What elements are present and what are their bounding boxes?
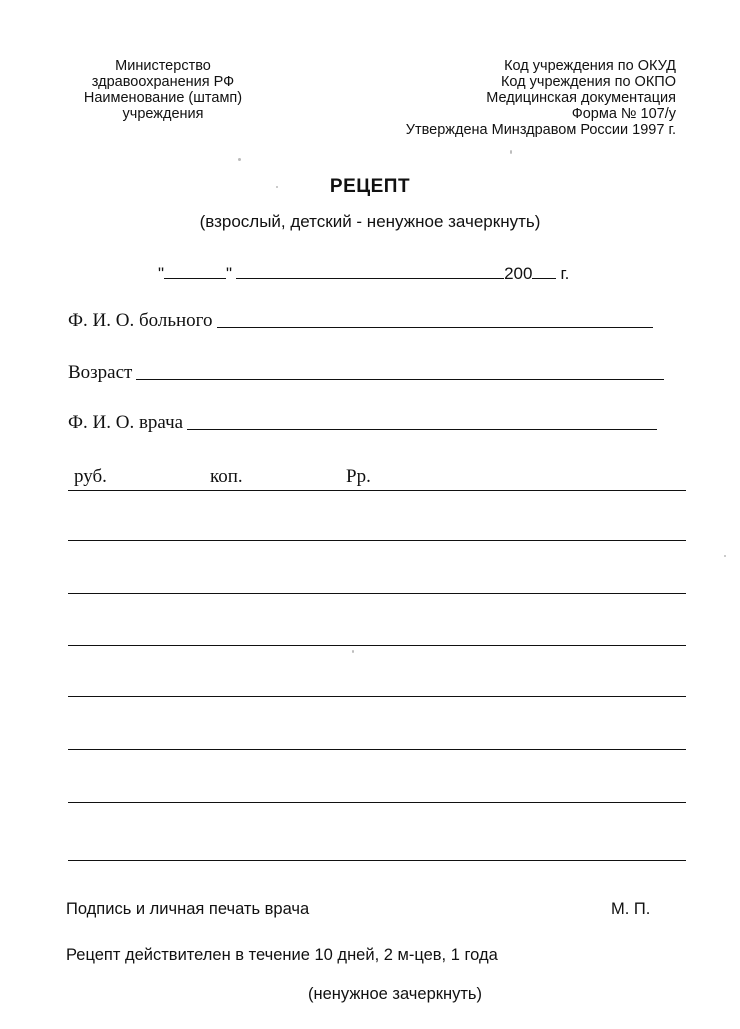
- prescription-line[interactable]: [68, 749, 686, 750]
- header-right-line: Код учреждения по ОКПО: [500, 74, 676, 90]
- form-title: РЕЦЕПТ: [329, 176, 411, 197]
- year-suffix: г.: [560, 264, 570, 283]
- scan-speck: [724, 555, 726, 557]
- age-field: [68, 362, 664, 384]
- stamp-place-label: М. П.: [611, 900, 651, 918]
- year-blank[interactable]: [532, 261, 556, 279]
- patient-name-field: [68, 310, 653, 332]
- prescription-line[interactable]: [68, 593, 686, 594]
- doctor-name-blank[interactable]: [187, 428, 657, 430]
- prescription-line[interactable]: [68, 645, 686, 646]
- scan-speck: [352, 650, 354, 653]
- prescription-line[interactable]: [68, 802, 686, 803]
- form-codes-header: [316, 58, 676, 138]
- age-label: Возраст: [68, 362, 133, 383]
- patient-name-label: Ф. И. О. больного: [68, 310, 213, 331]
- doctor-signature-label: Подпись и личная печать врача: [66, 900, 310, 918]
- header-right-line: Форма № 107/у: [571, 106, 676, 122]
- patient-name-blank[interactable]: [217, 326, 653, 328]
- doctor-name-field: [68, 412, 657, 434]
- header-right-line: Медицинская документация: [486, 90, 676, 106]
- strike-note: (ненужное зачеркнуть): [308, 985, 482, 1003]
- prescription-line[interactable]: [68, 860, 686, 861]
- scan-speck: [276, 186, 278, 188]
- year-prefix: 200: [504, 264, 533, 283]
- age-blank[interactable]: [136, 378, 664, 380]
- date-open-quote: ": [158, 264, 165, 283]
- form-subtitle: (взрослый, детский - ненужное зачеркнуть): [199, 212, 541, 231]
- prescription-line[interactable]: [68, 540, 686, 541]
- header-right-line: Утверждена Минздравом России 1997 г.: [405, 122, 676, 138]
- header-left-line: Министерство: [115, 58, 211, 74]
- header-right-line: Код учреждения по ОКУД: [504, 58, 676, 74]
- validity-note: Рецепт действителен в течение 10 дней, 2 м-цев, 1 года: [66, 946, 498, 964]
- date-row: [158, 261, 569, 284]
- scan-speck: [510, 150, 512, 154]
- header-left-line: Наименование (штамп): [83, 90, 243, 106]
- kop-label: коп.: [210, 466, 243, 487]
- header-left-line: учреждения: [122, 106, 204, 122]
- scan-speck: [238, 158, 241, 161]
- prescription-line[interactable]: [68, 696, 686, 697]
- day-blank[interactable]: [164, 261, 226, 279]
- doctor-name-label: Ф. И. О. врача: [68, 412, 184, 433]
- payment-row[interactable]: [68, 466, 686, 491]
- rp-label: Рр.: [346, 466, 371, 487]
- month-blank[interactable]: [236, 261, 504, 279]
- header-left-line: здравоохранения РФ: [91, 74, 235, 90]
- rub-label: руб.: [74, 466, 107, 487]
- institution-header: [58, 58, 268, 122]
- date-close-quote: ": [226, 264, 233, 283]
